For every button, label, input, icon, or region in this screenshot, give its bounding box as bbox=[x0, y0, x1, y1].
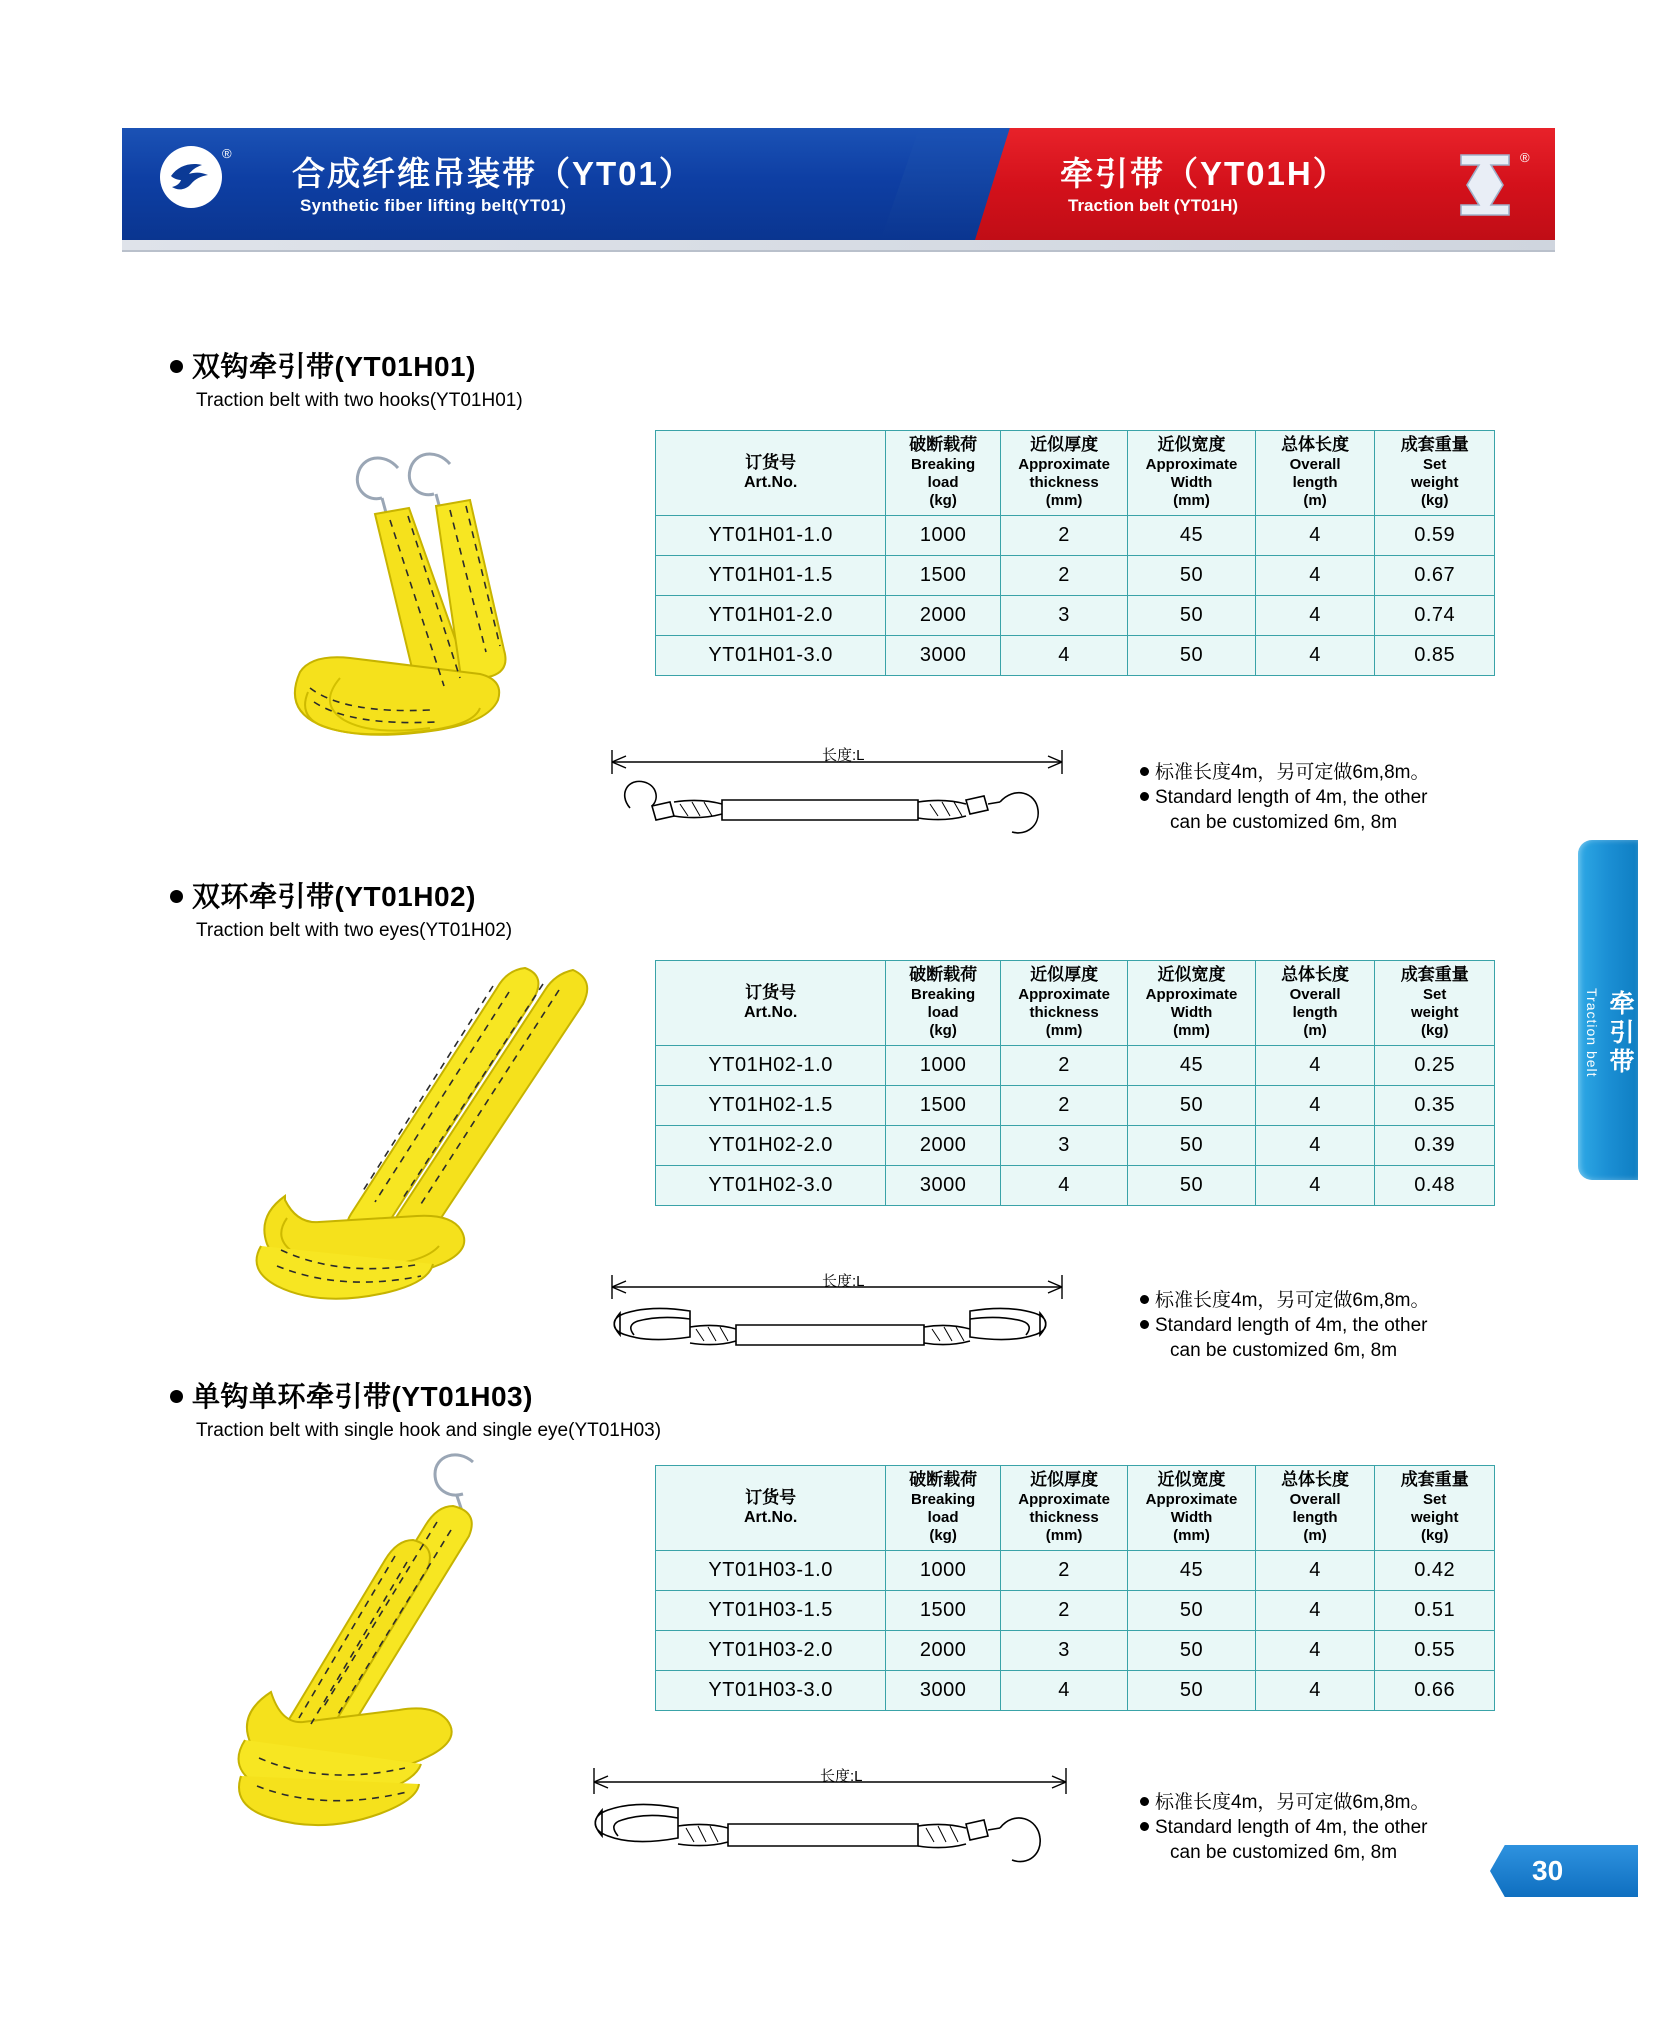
th-width: 近似宽度 Approximate Width (mm) bbox=[1128, 961, 1255, 1046]
table-row: YT01H02-2.0 2000 3 50 4 0.39 bbox=[656, 1125, 1495, 1165]
th-overall-length: 总体长度 Overall length (m) bbox=[1255, 961, 1375, 1046]
side-tab-label-cn: 牵引带 bbox=[1606, 990, 1634, 1077]
table-header-row bbox=[656, 961, 1495, 1046]
registered-mark-2: ® bbox=[1520, 150, 1530, 165]
diagram-2-length-label: 长度:L bbox=[822, 1273, 865, 1290]
th-artno: 订货号 Art.No. bbox=[656, 431, 886, 516]
header-underline bbox=[122, 240, 1555, 252]
note-bullet-icon bbox=[1140, 1295, 1149, 1304]
yellow-belt-hook-eye-photo bbox=[215, 1440, 615, 1845]
section-3-notes bbox=[1140, 1790, 1500, 1865]
table-row: YT01H02-1.0 1000 2 45 4 0.25 bbox=[656, 1045, 1495, 1085]
table-row: YT01H03-3.0 3000 4 50 4 0.66 bbox=[656, 1670, 1495, 1710]
section-2-title-cn: 双环牵引带(YT01H02) bbox=[170, 875, 476, 915]
section-2-notes bbox=[1140, 1288, 1500, 1363]
page-number-bg bbox=[1490, 1845, 1638, 1897]
bird-logo-svg bbox=[168, 160, 214, 194]
th-width: 近似宽度 Approximate Width (mm) bbox=[1128, 1466, 1255, 1551]
table-row: YT01H02-1.5 1500 2 50 4 0.35 bbox=[656, 1085, 1495, 1125]
note-bullet-icon bbox=[1140, 1797, 1149, 1806]
table-row: YT01H01-1.5 1500 2 50 4 0.67 bbox=[656, 555, 1495, 595]
th-artno: 订货号 Art.No. bbox=[656, 961, 886, 1046]
note-bullet-icon bbox=[1140, 1822, 1149, 1831]
th-set-weight: 成套重量 Set weight (kg) bbox=[1375, 961, 1495, 1046]
section-3-title-cn: 单钩单环牵引带(YT01H03) bbox=[170, 1375, 533, 1415]
belt-photo-2-svg bbox=[225, 950, 625, 1300]
note-en-2: can be customized 6m, 8m bbox=[1170, 812, 1398, 834]
bullet-icon bbox=[170, 890, 183, 903]
table-row: YT01H02-3.0 3000 4 50 4 0.48 bbox=[656, 1165, 1495, 1205]
table-row: YT01H03-1.5 1500 2 50 4 0.51 bbox=[656, 1590, 1495, 1630]
note-en: Standard length of 4m, the other bbox=[1140, 785, 1500, 810]
belt-photo-3-svg bbox=[215, 1440, 615, 1840]
header-right-title-en: Traction belt (YT01H) bbox=[1068, 196, 1239, 215]
note-cn: 标准长度4m，另可定做6m,8m。 bbox=[1140, 1288, 1500, 1313]
table-row: YT01H01-1.0 1000 2 45 4 0.59 bbox=[656, 515, 1495, 555]
note-en-2: can be customized 6m, 8m bbox=[1170, 1340, 1398, 1362]
note-en: Standard length of 4m, the other bbox=[1140, 1313, 1500, 1338]
th-breaking-load: 破断载荷 Breaking load (kg) bbox=[886, 961, 1001, 1046]
th-overall-length: 总体长度 Overall length (m) bbox=[1255, 1466, 1375, 1551]
note-cn: 标准长度4m，另可定做6m,8m。 bbox=[1140, 760, 1500, 785]
side-tab-label-en: Traction belt bbox=[1584, 988, 1600, 1078]
page-header bbox=[0, 128, 1678, 240]
th-breaking-load: 破断载荷 Breaking load (kg) bbox=[886, 1466, 1001, 1551]
table-header-row bbox=[656, 1466, 1495, 1551]
spec-table-2 bbox=[655, 960, 1495, 1206]
header-right-title-cn: 牵引带（YT01H） bbox=[1060, 155, 1348, 192]
th-thickness: 近似厚度 Approximate thickness (mm) bbox=[1000, 1466, 1127, 1551]
bird-logo-icon bbox=[160, 146, 222, 208]
header-left-title-cn: 合成纤维吊装带（YT01） bbox=[292, 155, 694, 192]
th-width: 近似宽度 Approximate Width (mm) bbox=[1128, 431, 1255, 516]
table-row: YT01H01-2.0 2000 3 50 4 0.74 bbox=[656, 595, 1495, 635]
page-number: 30 bbox=[1532, 1855, 1564, 1886]
bullet-icon bbox=[170, 1390, 183, 1403]
belt-photo-1-svg bbox=[240, 440, 600, 760]
section-3-title-en: Traction belt with single hook and single eye(YT01H03) bbox=[196, 1420, 662, 1441]
table-row: YT01H01-3.0 3000 4 50 4 0.85 bbox=[656, 635, 1495, 675]
note-bullet-icon bbox=[1140, 767, 1149, 776]
header-left-title-en: Synthetic fiber lifting belt(YT01) bbox=[300, 196, 567, 215]
bullet-icon bbox=[170, 360, 183, 373]
note-cn: 标准长度4m，另可定做6m,8m。 bbox=[1140, 1790, 1500, 1815]
th-overall-length: 总体长度 Overall length (m) bbox=[1255, 431, 1375, 516]
table-row: YT01H03-2.0 2000 3 50 4 0.55 bbox=[656, 1630, 1495, 1670]
th-thickness: 近似厚度 Approximate thickness (mm) bbox=[1000, 961, 1127, 1046]
th-set-weight: 成套重量 Set weight (kg) bbox=[1375, 1466, 1495, 1551]
table-header-row bbox=[656, 431, 1495, 516]
spec-table-3 bbox=[655, 1465, 1495, 1711]
table-row: YT01H03-1.0 1000 2 45 4 0.42 bbox=[656, 1550, 1495, 1590]
note-bullet-icon bbox=[1140, 1320, 1149, 1329]
th-breaking-load: 破断载荷 Breaking load (kg) bbox=[886, 431, 1001, 516]
yellow-belt-two-hooks-photo bbox=[240, 440, 600, 765]
diagram-1-length-label: 长度:L bbox=[822, 747, 865, 764]
note-en-2: can be customized 6m, 8m bbox=[1170, 1842, 1398, 1864]
spec-table-1 bbox=[655, 430, 1495, 676]
page-number-badge bbox=[1490, 1845, 1638, 1897]
note-bullet-icon bbox=[1140, 792, 1149, 801]
th-thickness: 近似厚度 Approximate thickness (mm) bbox=[1000, 431, 1127, 516]
th-artno: 订货号 Art.No. bbox=[656, 1466, 886, 1551]
section-1-notes bbox=[1140, 760, 1500, 835]
note-en: Standard length of 4m, the other bbox=[1140, 1815, 1500, 1840]
registered-mark: ® bbox=[222, 146, 232, 161]
brand-emblem-icon bbox=[1448, 148, 1522, 222]
section-1-title-cn: 双钩牵引带(YT01H01) bbox=[170, 345, 476, 385]
section-1-title-en: Traction belt with two hooks(YT01H01) bbox=[196, 390, 523, 411]
brand-emblem-svg bbox=[1453, 151, 1517, 219]
section-2-title-en: Traction belt with two eyes(YT01H02) bbox=[196, 920, 513, 941]
th-set-weight: 成套重量 Set weight (kg) bbox=[1375, 431, 1495, 516]
yellow-belt-two-eyes-photo bbox=[225, 950, 625, 1305]
diagram-3-length-label: 长度:L bbox=[820, 1768, 863, 1785]
